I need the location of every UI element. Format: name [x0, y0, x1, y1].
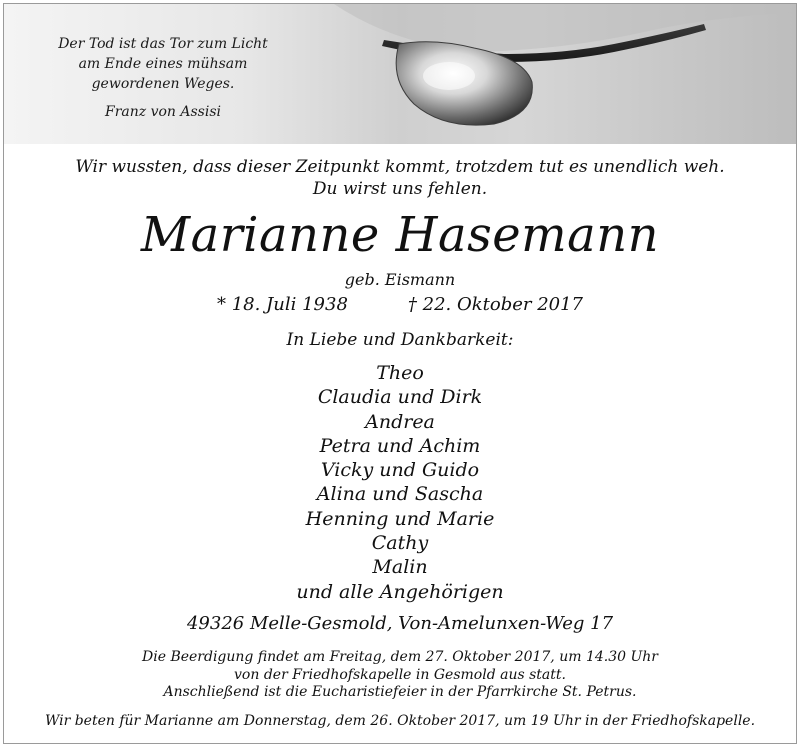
thanks-line: In Liebe und Dankbarkeit:: [286, 330, 514, 350]
funeral-line: Anschließend ist die Eucharistiefeier in der Pfarrkirche St. Petrus.: [163, 684, 637, 700]
deceased-name: Marianne Hasemann: [140, 207, 660, 263]
funeral-line: Die Beerdigung findet am Freitag, dem 27. Oktober 2017, um 14.30 Uhr: [142, 649, 658, 665]
quote-line: gewordenen Weges.: [91, 76, 235, 92]
intro-line: Du wirst uns fehlen.: [312, 179, 488, 199]
intro-line: Wir wussten, dass dieser Zeitpunkt kommt, trotzdem tut es unendlich weh.: [75, 157, 725, 177]
quote-line: am Ende eines mühsam: [78, 56, 248, 72]
birth-date: * 18. Juli 1938: [216, 294, 348, 315]
family-member: Claudia und Dirk: [317, 386, 483, 409]
quote-author: Franz von Assisi: [104, 104, 222, 120]
family-member: Alina und Sascha: [316, 483, 484, 506]
family-member: Malin: [372, 556, 428, 579]
birth-name: geb. Eismann: [344, 270, 456, 289]
family-member: Andrea: [365, 410, 435, 433]
address: 49326 Melle-Gesmold, Von-Amelunxen-Weg 17: [186, 613, 614, 634]
header-photo-banner: [4, 4, 796, 144]
family-member: Vicky und Guido: [320, 459, 480, 482]
prayer-info: Wir beten für Marianne am Donnerstag, dem 26. Oktober 2017, um 19 Uhr in der Friedhofskapelle.: [44, 713, 756, 729]
family-member: und alle Angehörigen: [296, 580, 504, 603]
quote-block: [48, 34, 278, 122]
drop-highlight: [423, 62, 475, 90]
quote-line: Der Tod ist das Tor zum Licht: [58, 36, 268, 52]
obituary-notice: [3, 3, 797, 744]
intro-text: [4, 156, 796, 200]
family-member: Theo: [376, 362, 424, 384]
life-dates: [4, 294, 796, 316]
family-member: Henning und Marie: [305, 507, 495, 530]
funeral-line: von der Friedhofskapelle in Gesmold aus statt.: [234, 666, 566, 683]
funeral-info: [4, 649, 796, 702]
family-member: Cathy: [371, 532, 429, 555]
family-list: [4, 361, 796, 604]
death-date: † 22. Oktober 2017: [407, 294, 584, 315]
family-member: Petra und Achim: [319, 434, 481, 457]
